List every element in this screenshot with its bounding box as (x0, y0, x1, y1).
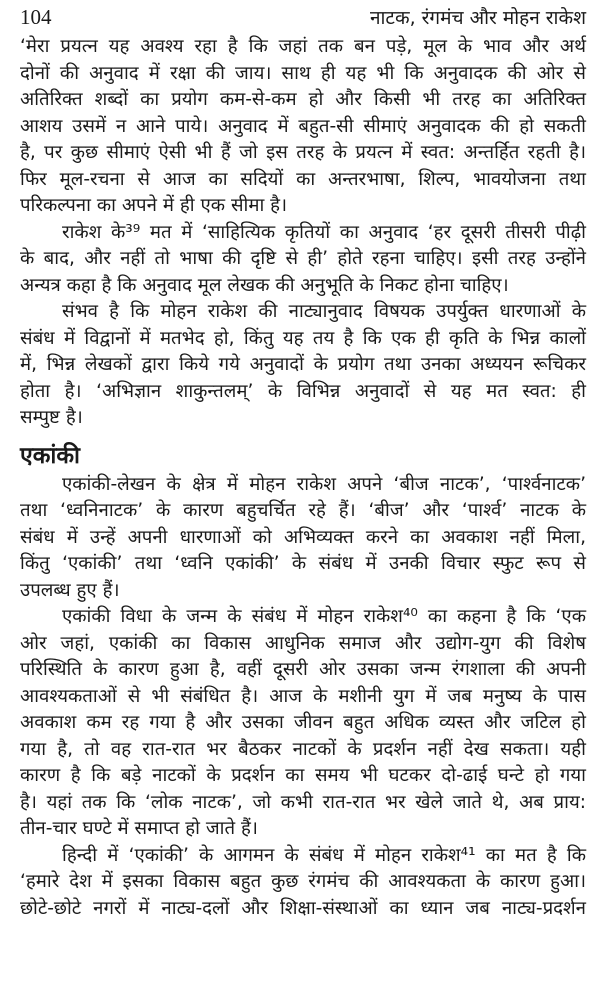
text-line: ‘मेरा प्रयत्न यह अवश्य रहा है कि जहां तक बन पड़े, मूल के भाव और अर्थ (20, 36, 586, 57)
text-line: राकेश के³⁹ मत में ‘साहित्यिक कृतियों का अनुवाद ‘हर दूसरी तीसरी पीढ़ी (62, 221, 586, 243)
text-line: गया है, तो वह रात-रात भर बैठकर नाटकों के प्रदर्शन नहीं देख सकता। यही (20, 738, 586, 760)
text-line: परिकल्पना का अपने में ही एक सीमा है। (20, 195, 288, 216)
page-number: 104 (20, 5, 52, 29)
text-line: में, भिन्न लेखकों द्वारा किये गये अनुवादों के प्रयोग तथा उनका अध्ययन रूचिकर (20, 354, 586, 375)
text-line: संभव है कि मोहन राकेश की नाट्यानुवाद विषयक उपर्युक्त धारणाओं के (62, 301, 586, 322)
text-line: है। यहां तक कि ‘लोक नाटक’, जो कभी रात-रात भर खेले जाते थे, अब प्राय: (20, 791, 586, 813)
paragraph (20, 472, 586, 605)
paragraph (20, 843, 586, 923)
text-line: तीन-चार घण्टे में समाप्त हो जाते हैं। (20, 818, 258, 839)
page-header (20, 4, 586, 34)
text-line: ओर जहां, एकांकी का विकास आधुनिक समाज और उद्योग-युग की विशेष (20, 632, 586, 654)
text-line: के बाद, और नहीं तो भाषा की दृष्टि से ही’ होते रहना चाहिए। इसी तरह उन्होंने (20, 248, 586, 269)
text-line: परिस्थिति के कारण हुआ है, वहीं दूसरी ओर उसका जन्म रंगशाला की अपनी (20, 659, 586, 680)
section-heading: एकांकी (20, 442, 80, 469)
text-line: उपलब्ध हुए हैं। (20, 579, 120, 601)
text-line: किंतु ‘एकांकी’ तथा ‘ध्वनि एकांकी’ के संबंध में उनकी विचार स्फुट रूप से (20, 553, 586, 574)
section-translation (20, 34, 586, 432)
text-line: आशय उसमें न आने पाये। अनुवाद में बहुत-सी सीमाएं अनुवादक की हो सकती (20, 115, 586, 137)
text-line: होता है। ‘अभिज्ञान शाकुन्तलम्’ के विभिन्न अनुवादों से यह मत स्वत: ही (20, 380, 586, 402)
text-line: अन्यत्र कहा है कि अनुवाद मूल लेखक की अनुभूति के निकट होना चाहिए। (20, 274, 509, 296)
text-line: संबंध में उन्हें अपनी धारणाओं को अभिव्यक्त करने का अवकाश नहीं मिला, (20, 526, 586, 548)
text-line: तथा ‘ध्वनिनाटक’ के कारण बहुचर्चित रहे हैं। ‘बीज’ और ‘पार्श्व’ नाटक के (20, 500, 586, 521)
text-line: आवश्यकताओं से भी संबंधित है। आज के मशीनी युग में जब मनुष्य के पास (20, 685, 586, 707)
text-line: छोटे-छोटे नगरों में नाट्य-दलों और शिक्षा-संस्थाओं का ध्यान जब नाट्य-प्रदर्शन (20, 897, 586, 919)
text-line: हिन्दी में ‘एकांकी’ के आगमन के संबंध में मोहन राकेश⁴¹ का मत है कि (62, 844, 586, 866)
running-title: नाटक, रंगमंच और मोहन राकेश (369, 7, 586, 29)
text-line: एकांकी विधा के जन्म के संबंध में मोहन राकेश⁴⁰ का कहना है कि ‘एक (62, 606, 586, 627)
text-line: अवकाश कम रह गया है और उसका जीवन बहुत अधिक व्यस्त और जटिल हो (20, 712, 586, 733)
paragraph (20, 299, 586, 432)
text-line: ‘हमारे देश में इसका विकास बहुत कुछ रंगमंच की आवश्यकता के कारण हुआ। (20, 871, 586, 892)
text-line: है, पर कुछ सीमाएं ऐसी भी हैं जो इस तरह के प्रयत्न में स्वत: अन्तर्हित रहती है। (20, 142, 586, 163)
text-line: अतिरिक्त शब्दों का प्रयोग कम-से-कम हो और किसी भी तरह का अतिरिक्त (20, 89, 586, 110)
book-page (20, 4, 586, 922)
text-line: दोनों की अनुवाद में रक्षा की जाय। साथ ही यह भी कि अनुवादक की ओर से (20, 62, 586, 84)
text-line: फिर मूल-रचना से आज का सदियों का अन्तरभाषा, शिल्प, भावयोजना तथा (20, 168, 586, 190)
paragraph (20, 604, 586, 843)
text-line: एकांकी-लेखन के क्षेत्र में मोहन राकेश अपने ‘बीज नाटक’, ‘पार्श्वनाटक’ (62, 473, 586, 495)
text-line: कारण है कि बड़े नाटकों के प्रदर्शन का समय भी घटकर दो-ढाई घन्टे हो गया (20, 765, 586, 786)
paragraph (20, 34, 586, 220)
text-line: सम्पुष्ट है। (20, 407, 83, 428)
paragraph (20, 220, 586, 300)
section-ekanki (20, 472, 586, 923)
text-line: संबंध में विद्वानों में मतभेद हो, किंतु यह तय है कि एक ही कृति के भिन्न कालों (20, 327, 586, 349)
